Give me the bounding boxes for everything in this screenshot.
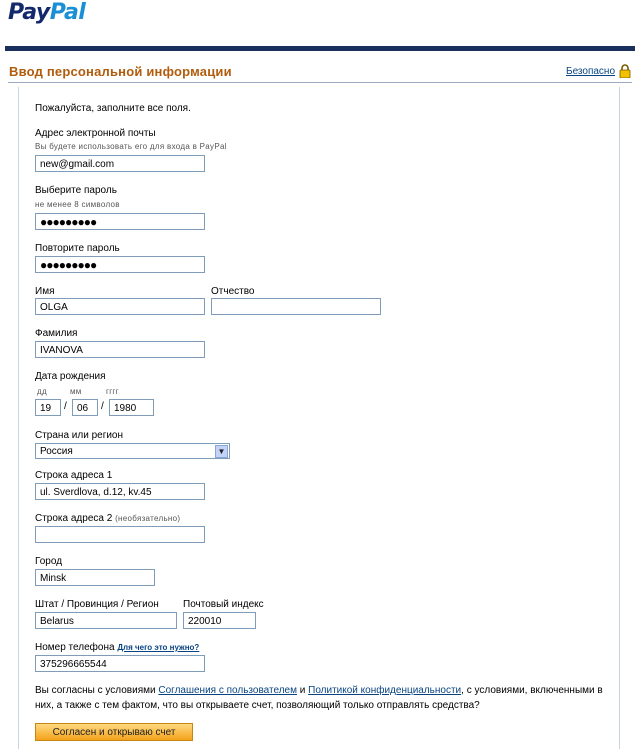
password-confirm-label: Повторите пароль [35,243,120,254]
date-separator: / [101,401,104,412]
address2-label: Строка адреса 2 (необязательно) [35,513,181,524]
country-label: Страна или регион [35,430,124,441]
password-label: Выберите пароль [35,185,117,196]
middle-name-field[interactable] [211,298,381,315]
phone-label: Номер телефона Для чего это нужно? [35,642,200,653]
dob-month-field[interactable]: 06 [72,399,98,416]
agreement-text: Вы согласны с условиями Соглашения с пользователем и Политикой конфиденциальности, с условиями, включенными в них, а также с тем фактом, что вы открываете счет, позволяющий только отправлять средства? [35,685,603,711]
paypal-logo: PayPal [8,0,86,25]
dob-label: Дата рождения [35,371,106,382]
page-title: Ввод персональной информации [9,64,232,79]
dob-day-field[interactable]: 19 [35,399,61,416]
dob-day-hint: дд [37,387,47,396]
secure-indicator [566,64,631,78]
agree-open-account-button[interactable]: Согласен и открываю счет [35,723,193,741]
chevron-down-icon[interactable]: ▼ [215,445,228,458]
state-field[interactable]: Belarus [35,612,177,629]
country-select[interactable] [35,443,230,459]
email-hint: Вы будете использовать его для входа в PayPal [35,142,227,151]
secure-link[interactable]: Безопасно [566,65,615,77]
date-separator: / [64,401,67,412]
address1-field[interactable]: ul. Sverdlova, d.12, kv.45 [35,483,205,500]
phone-field[interactable]: 375296665544 [35,655,205,672]
lock-icon [619,64,631,78]
last-name-field[interactable]: IVANOVA [35,341,205,358]
password-confirm-field[interactable]: ●●●●●●●●● [35,256,205,273]
email-field[interactable]: new@gmail.com [35,155,205,172]
optional-note: (необязательно) [115,514,181,523]
zip-field[interactable]: 220010 [183,612,256,629]
first-name-label: Имя [35,286,55,297]
state-label: Штат / Провинция / Регион [35,599,159,610]
address1-label: Строка адреса 1 [35,470,113,481]
address2-field[interactable] [35,526,205,543]
first-name-field[interactable]: OLGA [35,298,205,315]
intro-text: Пожалуйста, заполните все поля. [35,103,191,114]
user-agreement-link[interactable]: Соглашения с пользователем [158,685,297,696]
email-label: Адрес электронной почты [35,128,156,139]
last-name-label: Фамилия [35,328,78,339]
dob-year-field[interactable]: 1980 [109,399,154,416]
privacy-policy-link[interactable]: Политикой конфиденциальности [308,685,462,696]
password-field[interactable]: ●●●●●●●●● [35,213,205,230]
middle-name-label: Отчество [211,286,255,297]
dob-month-hint: мм [70,387,82,396]
password-hint: не менее 8 символов [35,200,120,209]
city-field[interactable]: Minsk [35,569,155,586]
why-needed-link[interactable]: Для чего это нужно? [117,643,200,652]
dob-year-hint: гггг [106,387,119,396]
city-label: Город [35,556,63,567]
divider [8,82,632,83]
country-value: Россия [40,446,73,457]
zip-label: Почтовый индекс [183,599,264,610]
header-bar [5,46,635,51]
